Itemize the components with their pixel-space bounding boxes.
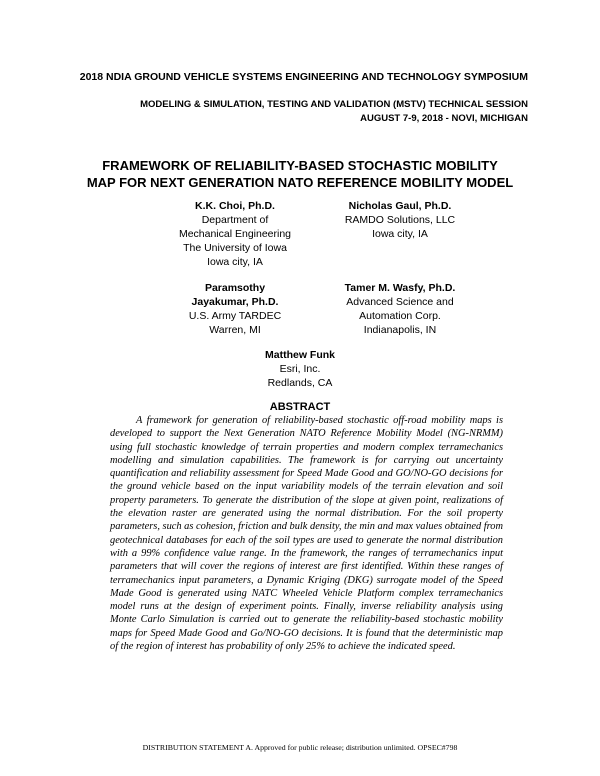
author-block [150,281,320,337]
author-name: K.K. Choi, Ph.D. [195,200,275,212]
author-name: Paramsothy [204,282,266,294]
author-affiliation-line: Esri, Inc. [279,363,321,375]
author-affiliation-line: U.S. Army TARDEC [188,310,282,322]
paper-title-line: FRAMEWORK OF RELIABILITY-BASED STOCHASTIC MOBILITY [102,158,498,173]
author-name-continued: Jayakumar, Ph.D. [191,296,279,308]
author-affiliation-line: Iowa city, IA [207,256,263,268]
paper-title [40,157,560,191]
author-block [310,281,490,337]
distribution-statement: DISTRIBUTION STATEMENT A. Approved for public release; distribution unlimited. OPSEC#798 [142,743,458,752]
author-block [320,199,480,241]
author-affiliation-line: Indianapolis, IN [363,324,437,336]
author-name: Matthew Funk [265,349,335,361]
abstract-text: A framework for generation of reliability-based stochastic off-road mobility maps is developed to support the Next Generation NATO Reference Mobility Model (NG-NRMM) using full stochastic knowledge of terrain properties and modern complex terramechanics modelling and simulation capabilities. The framework is for carrying out uncertainty quantification and reliability assessment for Speed Made Good and GO/NO-GO decisions for the ground vehicle based on the input variability models of the terrain elevation and soil property parameters. To generate the distribution of the slope at given point, realizations of the elevation raster are generated using the normal distribution. For the soil property parameters, such as cohesion, friction and bulk density, the min and max values obtained from geotechnical databases for each of the soil types are used to generate the normal distribution with a 99% confidence value range. In the framework, the ranges of terramechanics input parameters that will cover the regions of interest are first identified. Within these ranges of terramechanics input parameters, a Dynamic Kriging (DKG) surrogate model of the Speed Made Good is generated using NATC Wheeled Vehicle Platform complex terramechanics model runs at the design of experiment points. Finally, inverse reliability analysis using Monte Carlo Simulation is carried out to generate the reliability-based stochastic mobility maps for Speed Made Good and Go/NO-GO decisions. It is found that the deterministic map of the region of interest has probability of only 25% to achieve the indicated speed. [110,415,503,653]
conference-title: 2018 NDIA GROUND VEHICLE SYSTEMS ENGINEERING AND TECHNOLOGY SYMPOSIUM [79,71,528,83]
author-affiliation-line: Automation Corp. [359,310,441,322]
author-block [150,199,320,269]
author-block [215,348,385,390]
author-affiliation-line: Advanced Science and [346,296,454,308]
author-affiliation-line: The University of Iowa [183,242,287,254]
author-name: Tamer M. Wasfy, Ph.D. [344,282,456,294]
author-name: Nicholas Gaul, Ph.D. [348,200,452,212]
author-affiliation-line: RAMDO Solutions, LLC [344,214,456,226]
paper-title-line: MAP FOR NEXT GENERATION NATO REFERENCE MOBILITY MODEL [86,175,514,190]
author-affiliation-line: Department of [201,214,269,226]
abstract-heading: ABSTRACT [269,401,331,413]
author-affiliation-line: Warren, MI [209,324,261,336]
author-affiliation-line: Iowa city, IA [372,228,428,240]
conference-date-location: AUGUST 7-9, 2018 - NOVI, MICHIGAN [360,113,528,124]
author-affiliation-line: Mechanical Engineering [178,228,292,240]
session-title: MODELING & SIMULATION, TESTING AND VALIDATION (MSTV) TECHNICAL SESSION [140,99,528,110]
author-affiliation-line: Redlands, CA [267,377,333,389]
